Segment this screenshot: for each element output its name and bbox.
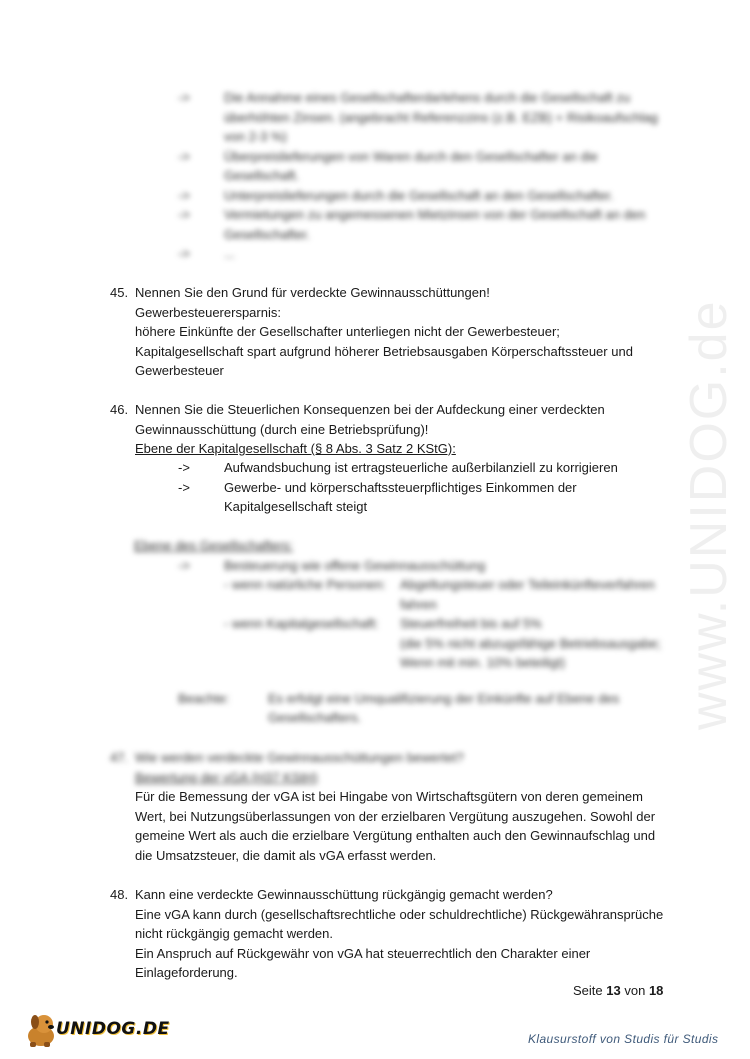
list-item-text: Die Annahme eines Gesellschafterdarlehens durch die Gesellschaft zu [224, 90, 631, 105]
question-text: Nennen Sie die Steuerlichen Konsequenzen bei der Aufdeckung einer verdeckten [135, 402, 605, 417]
question-number: 48. [110, 887, 129, 902]
section-heading: Ebene des Gesellschafters: [134, 538, 293, 553]
page-number-prefix: Seite [573, 983, 603, 998]
list-arrow: -> [178, 479, 190, 495]
answer-line: höhere Einkünfte der Gesellschafter unterliegen nicht der Gewerbesteuer; [135, 324, 560, 339]
section-heading: Ebene der Kapitalgesellschaft (§ 8 Abs. 3 Satz 2 KStG): [135, 441, 456, 456]
list-arrow: -> [178, 148, 190, 164]
natural-person-text: Abgeltungsteuer oder Teileinkünfteverfahren [400, 577, 655, 592]
answer-line: Gewerbesteuer [135, 363, 224, 378]
list-item-text: Gewerbe- und körperschaftssteuerpflichtiges Einkommen der [224, 479, 577, 495]
answer-line: nicht rückgängig gemacht werden. [135, 926, 334, 941]
dog-mascot-icon [24, 1012, 58, 1048]
page-number-middle: von [624, 983, 646, 998]
note-label: Beachte: [178, 690, 230, 706]
answer-line: Wert, bei Nutzungsüberlassungen von der erzielbaren Vergütung auszugehen. Sowohl der [135, 808, 656, 824]
list-item-text: Kapitalgesellschaft steigt [224, 499, 368, 514]
question-text: Nennen Sie den Grund für verdeckte Gewinnausschüttungen! [135, 285, 490, 300]
natural-person-label: - wenn natürliche Personen: [224, 577, 386, 592]
list-item-text: von 2-3 %) [224, 129, 287, 144]
note-text: Gesellschafters. [268, 710, 362, 725]
logo-text: UNIDOG.DE [56, 1019, 170, 1039]
corporation-label: - wenn Kapitalgesellschaft: [224, 616, 379, 631]
page-number-total: 18 [648, 983, 664, 998]
list-item-text: Aufwandsbuchung ist ertragsteuerliche außerbilanziell zu korrigieren [224, 460, 618, 475]
list-item-text: Gesellschaft. [224, 168, 300, 183]
question-47-answer [110, 787, 670, 865]
question-number: 45. [110, 285, 129, 300]
watermark: www.UNIDOG.de [680, 299, 738, 730]
list-arrow: -> [178, 207, 190, 222]
list-item-text: Vermietungen zu angemessenen Mietzinsen von der Gesellschaft an den [224, 207, 646, 222]
question-46 [110, 400, 670, 459]
list-item-text: Besteuerung wie offene Gewinnausschüttung [224, 557, 486, 573]
natural-person-text: fahren [400, 596, 437, 612]
note-text: Es erfolgt eine Umqualifizierung der Einkünfte auf Ebene des [268, 690, 620, 706]
question-number: 46. [110, 402, 129, 417]
list-item-text: überhöhten Zinsen. (angebracht Referenzzins (z.B. EZB) + Risikoaufschlag [224, 109, 658, 125]
top-blurred-list [178, 88, 658, 264]
list-item-text: ... [224, 246, 235, 261]
answer-line: Kapitalgesellschaft spart aufgrund höherer Betriebsausgaben Körperschaftssteuer und [135, 343, 633, 359]
answer-line: Ein Anspruch auf Rückgewähr von vGA hat steuerrechtlich den Charakter einer [135, 945, 591, 961]
q46-items [178, 458, 658, 517]
question-text: Wie werden verdeckte Gewinnausschüttungen bewertet? [135, 750, 464, 765]
question-47-header-blurred [110, 748, 670, 787]
list-arrow: -> [178, 90, 190, 105]
footer-tagline: Klausurstoff von Studis für Studis [528, 1032, 719, 1046]
question-48 [110, 885, 670, 983]
corporation-text: Wenn mit min. 10% beteiligt) [400, 655, 566, 670]
corporation-text: (die 5% nicht abzugsfähige Betriebsausgabe; [400, 635, 661, 651]
list-arrow: -> [178, 246, 190, 261]
corporation-text: Steuerfreiheit bis auf 5% [400, 616, 542, 631]
list-item-text: Unterpreislieferungen durch die Gesellschaft an den Gesellschafter. [224, 187, 614, 203]
shareholder-section-blurred [134, 536, 661, 736]
question-45 [110, 283, 670, 381]
list-arrow: -> [178, 557, 190, 573]
list-arrow: -> [178, 460, 190, 475]
answer-line: gemeine Wert als auch die erzielbare Vergütung enthalten auch den Gewinnaufschlag und [135, 828, 656, 843]
answer-line: Eine vGA kann durch (gesellschaftsrechtliche oder schuldrechtliche) Rückgewähransprüche [135, 906, 664, 922]
list-item-text: Gesellschafter. [224, 226, 310, 242]
list-arrow: -> [178, 187, 190, 203]
list-item-text: Überpreislieferungen von Waren durch den Gesellschafter an die [224, 148, 598, 164]
answer-line: Gewerbesteuerersparnis: [135, 304, 281, 320]
page-number [573, 981, 663, 1001]
section-heading: Bewertung der vGA (H37 KStH) [135, 769, 318, 785]
question-text: Gewinnausschüttung (durch eine Betriebsprüfung)! [135, 421, 429, 437]
answer-line: die Umsatzsteuer, die damit als vGA erfasst werden. [135, 847, 437, 863]
unidog-logo [24, 1012, 170, 1048]
question-number: 47. [110, 750, 129, 765]
page-number-current: 13 [606, 983, 621, 998]
answer-line: Einlageforderung. [135, 965, 238, 980]
question-text: Kann eine verdeckte Gewinnausschüttung rückgängig gemacht werden? [135, 887, 553, 902]
answer-line: Für die Bemessung der vGA ist bei Hingabe von Wirtschaftsgütern von deren gemeinem [135, 789, 643, 804]
